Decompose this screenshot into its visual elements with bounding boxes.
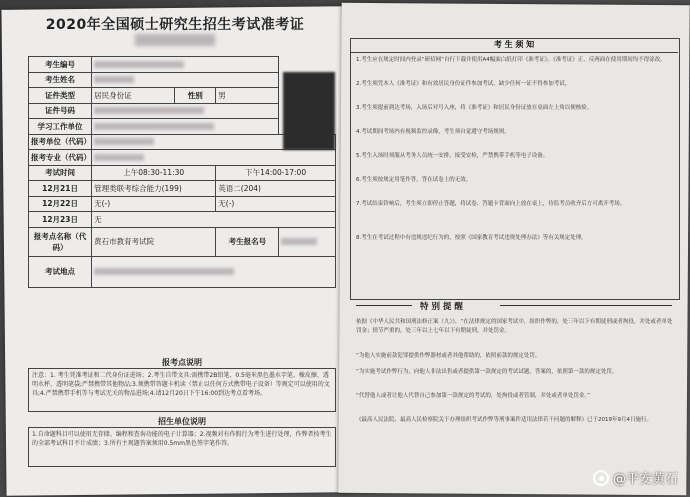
document-title: 2020年全国硕士研究生招生考试准考证 xyxy=(45,17,305,33)
special-item-5: 《最高人民法院、最高人民检察院关于办理组织考试作弊等刑事案件适用法律若干问题的解释》已于2019年9月4日施行。 xyxy=(356,417,652,423)
day3-label: 12月23日 xyxy=(29,212,92,228)
notice-item-8: 8.考生在考试过程中有违规违纪行为的，按照《国家教育考试违规处理办法》等有关规定处理。 xyxy=(356,235,587,241)
special-item-1: 依据《中华人民共和国刑法修正案（九）》，“在法律规定的国家考试中，组织作弊的，处三年以下有期徒刑或者拘役，并处或者单处罚金；情节严重的，处三年以上七年以下有期徒刑，并处罚金。 xyxy=(356,319,673,335)
weibo-icon xyxy=(593,470,609,486)
notice-item-2: 2.考生须凭本人《准考证》和有效居民身份证件参加考试，缺少任何一证不得参加考试。 xyxy=(356,81,571,87)
exam-reg-value xyxy=(279,227,336,256)
notice-box xyxy=(350,38,680,300)
name-label: 考生姓名 xyxy=(29,72,92,88)
special-divider-left xyxy=(356,305,412,306)
notice-item-5: 5.考生入场时须服从考务人员统一安排，接受安检，严禁携带手机等电子设备。 xyxy=(356,153,549,159)
morning-header: 上午08:30-11:30 xyxy=(92,165,216,181)
day1-afternoon: 英语二(204) xyxy=(216,181,336,197)
notice-item-6: 6.考生须按规定用笔作答，答在试卷上的无效。 xyxy=(356,177,472,183)
notes-title: 报考点说明 xyxy=(162,358,202,367)
exam-site-label: 报考点名称（代码） xyxy=(29,227,92,256)
weibo-watermark xyxy=(593,468,678,487)
apply-major-label: 报考专业（代码） xyxy=(29,150,92,166)
day1-morning: 管理类联考综合能力(199) xyxy=(92,181,216,197)
notice-title: 考 生 须 知 xyxy=(350,38,678,53)
gender-label: 性别 xyxy=(175,88,216,104)
special-item-3: “为实施考试作弊行为，向他人非法出售或者提供第一款规定的考试试题、答案的，依照第一款的规定处罚。 xyxy=(356,369,618,375)
day3-morning: 无 xyxy=(92,212,336,228)
exam-reg-label: 考生报名号 xyxy=(216,227,279,256)
exam-site-value: 黄石市教育考试院 xyxy=(92,227,216,256)
apply-major-value xyxy=(92,150,336,166)
unit-notes-title: 招生单位说明 xyxy=(158,417,206,426)
exam-location-label: 考试地点 xyxy=(29,256,92,287)
watermark-text: @平安黄石 xyxy=(612,472,678,487)
notice-item-3: 3.考生须提前到达考场，入场后对号入座，将《准考证》和居民身份证放在桌面左上角以便核验。 xyxy=(356,105,593,111)
exam-number-value xyxy=(92,57,279,73)
unit-notes-text: 1.自命题科目可以使用无存储、编程和查询功能的电子计算器；2.视频对有作假行为考生进行处理，作弊者按考生的全部考试科目不计成绩；3.所有主观题答案须用0.5mm黑色签字笔作答。 xyxy=(28,427,336,467)
special-item-4: “代替他人或者让他人代替自己参加第一款规定的考试的，处拘役或者管制，并处或者单处罚金。” xyxy=(356,393,590,399)
redacted-subtitle xyxy=(135,34,215,46)
exam-time-label: 考试时间 xyxy=(29,165,92,181)
id-type-label: 证件类型 xyxy=(29,88,92,104)
exam-number-label: 考生编号 xyxy=(29,57,92,73)
work-unit-value xyxy=(92,119,279,135)
id-type-value: 居民身份证 xyxy=(92,88,175,104)
day1-label: 12月21日 xyxy=(29,181,92,197)
id-number-label: 证件号码 xyxy=(29,103,92,119)
apply-unit-label: 报考单位（代码） xyxy=(29,134,92,150)
afternoon-header: 下午14:00-17:00 xyxy=(216,165,336,181)
id-number-value xyxy=(92,103,279,119)
special-item-2: “为他人实施前款犯罪提供作弊器材或者其他帮助的，依照前款的规定处罚。 xyxy=(356,353,541,359)
exam-location-value xyxy=(92,256,336,287)
notice-item-4: 4.考试期间考场内有视频监控录像，考生须自觉遵守考场规则。 xyxy=(356,129,510,135)
day2-label: 12月22日 xyxy=(29,196,92,212)
notice-item-1: 1.考生应在规定时间内登录“研招网”自行下载并使用A4幅面白纸打印《准考证》。《准考证》正、反两面在使用期间均不得涂改。 xyxy=(356,57,666,63)
work-unit-label: 学习工作单位 xyxy=(29,119,92,135)
special-divider-right xyxy=(500,305,672,306)
gender-value: 男 xyxy=(216,88,279,104)
name-value xyxy=(92,72,279,88)
notice-item-7: 7.考试结束铃响后，考生须立即停止答题，将试卷、答题卡背面向上放在桌上，待监考员收齐后方可离开考场。 xyxy=(356,201,626,207)
day2-afternoon: 无(-) xyxy=(216,196,336,212)
special-title: 特 别 提 醒 xyxy=(420,302,463,312)
day2-morning: 无(-) xyxy=(92,196,216,212)
notes-text: 注意：1. 考生凭准考证和二代身份证进场；2.考生自带文具:需携带2B铅笔、0.5毫米黑色墨水字笔、橡皮擦、透明水杯、透明笔袋;严禁携带其他物品;3.须携带答题卡机读（禁止以任何方式携带电子设备）等规定可以使用的文具;4.严禁携带手机等与考试无关的物品进场;4.请12月20日下午16:00到达考点看考场。 xyxy=(28,368,336,412)
candidate-photo xyxy=(283,72,335,150)
